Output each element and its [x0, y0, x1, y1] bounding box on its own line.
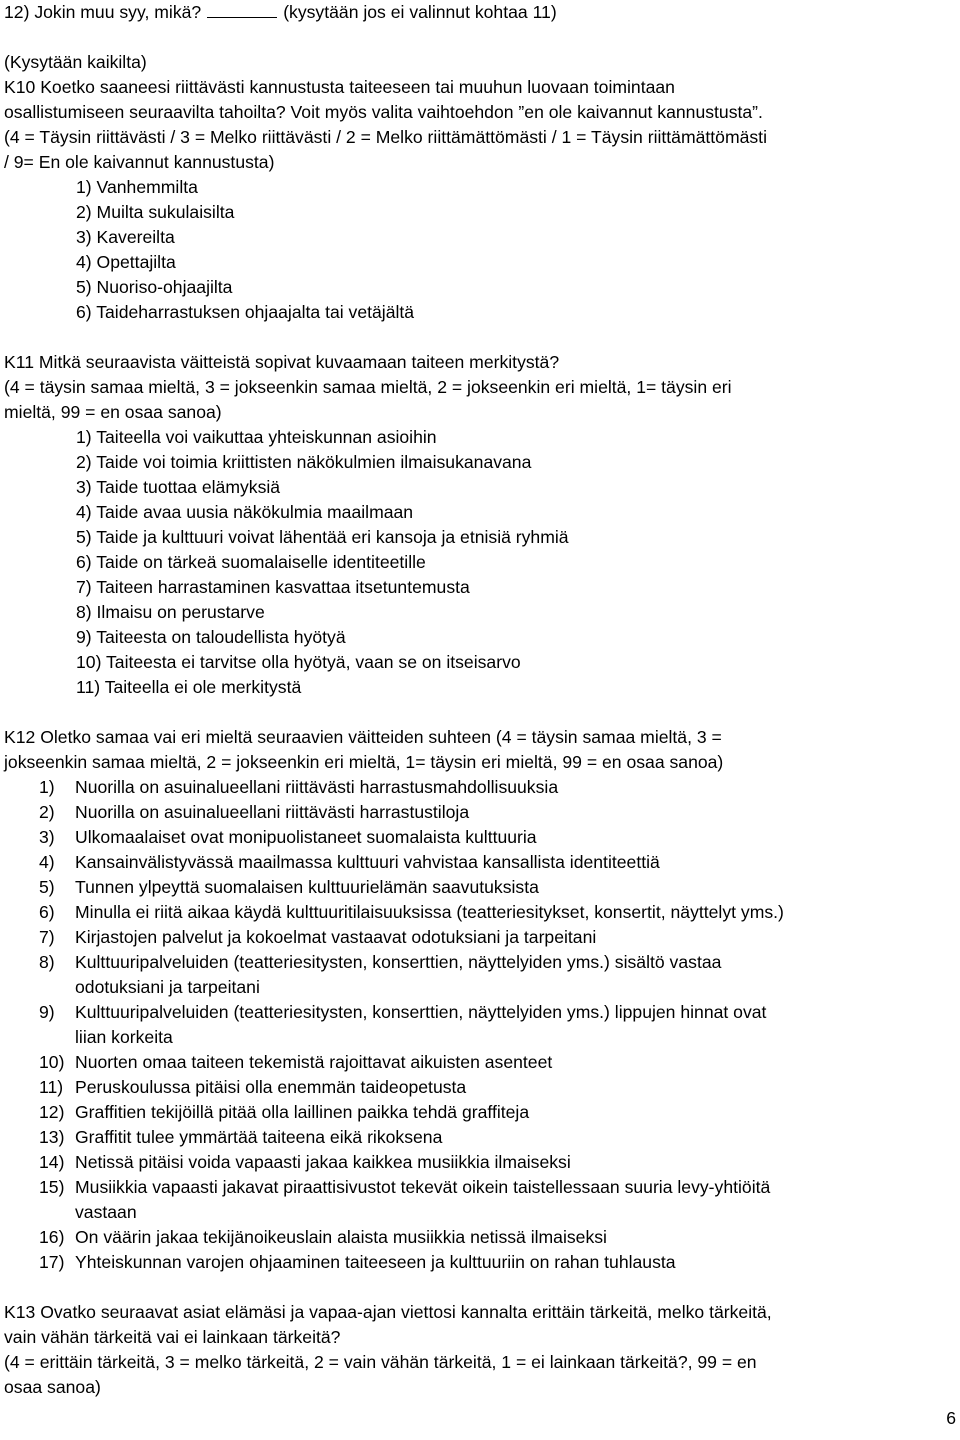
item-number: 2): [39, 802, 55, 822]
list-item: [4, 825, 956, 850]
k11-question: [4, 350, 956, 700]
item-text: Yhteiskunnan varojen ohjaaminen taiteeseen ja kulttuuriin on rahan tuhlausta: [75, 1252, 676, 1272]
list-item: [4, 1050, 956, 1075]
item-number: 13): [39, 1127, 65, 1147]
item-number: 9): [39, 1002, 55, 1022]
item-number: 11): [39, 1077, 64, 1097]
k10-line: / 9= En ole kaivannut kannustusta): [4, 152, 275, 172]
list-item: 4) Opettajilta: [76, 252, 176, 272]
item-text: Kansainvälistyvässä maailmassa kulttuuri vahvistaa kansallista identiteettiä: [75, 852, 660, 872]
k10-item-list: [4, 175, 956, 325]
list-item: 1) Vanhemmilta: [76, 177, 198, 197]
list-item: [4, 950, 956, 975]
item-number: 7): [39, 927, 55, 947]
item-text: Peruskoulussa pitäisi olla enemmän taideopetusta: [75, 1077, 467, 1097]
list-item: 7) Taiteen harrastaminen kasvattaa itsetuntemusta: [76, 577, 470, 597]
list-item: [4, 1225, 956, 1250]
q12-line: [4, 0, 956, 25]
item-text: Kirjastojen palvelut ja kokoelmat vastaavat odotuksiani ja tarpeitani: [75, 927, 597, 947]
item-number: 4): [39, 852, 55, 872]
list-item: 6) Taide on tärkeä suomalaiselle identiteetille: [76, 552, 426, 572]
document-page: [4, 0, 956, 1400]
k13-line: (4 = erittäin tärkeitä, 3 = melko tärkeitä, 2 = vain vähän tärkeitä, 1 = ei lainkaan tärkeitä?, 99 = en: [4, 1352, 757, 1372]
list-item-continuation: odotuksiani ja tarpeitani: [75, 977, 260, 997]
list-item: 2) Taide voi toimia kriittisten näkökulmien ilmaisukanavana: [76, 452, 532, 472]
k13-line: K13 Ovatko seuraavat asiat elämäsi ja vapaa-ajan viettosi kannalta erittäin tärkeitä, melko tärkeitä,: [4, 1302, 772, 1322]
list-item: [4, 1125, 956, 1150]
k10-line: K10 Koetko saaneesi riittävästi kannustusta taiteeseen tai muuhun luovaan toimintaan: [4, 77, 675, 97]
list-item: 5) Nuoriso-ohjaajilta: [76, 277, 233, 297]
item-text: On väärin jakaa tekijänoikeuslain alaista musiikkia netissä ilmaiseksi: [75, 1227, 607, 1247]
list-item: [4, 1150, 956, 1175]
list-item: 1) Taiteella voi vaikuttaa yhteiskunnan asioihin: [76, 427, 437, 447]
list-item: 3) Taide tuottaa elämyksiä: [76, 477, 281, 497]
item-text: Tunnen ylpeyttä suomalaisen kulttuurielämän saavutuksista: [75, 877, 539, 897]
item-number: 5): [39, 877, 55, 897]
item-number: 8): [39, 952, 55, 972]
list-item: 11) Taiteella ei ole merkitystä: [76, 677, 302, 697]
item-text: Nuorten omaa taiteen tekemistä rajoittavat aikuisten asenteet: [75, 1052, 553, 1072]
list-item: [4, 775, 956, 800]
item-number: 12): [39, 1102, 65, 1122]
list-item: [4, 1100, 956, 1125]
q12-suffix: (kysytään jos ei valinnut kohtaa 11): [283, 2, 557, 22]
k12-line: jokseenkin samaa mieltä, 2 = jokseenkin eri mieltä, 1= täysin eri mieltä, 99 = en osaa sanoa): [4, 752, 724, 772]
list-item: [4, 1175, 956, 1200]
list-item: 3) Kavereilta: [76, 227, 175, 247]
q12-prefix: 12) Jokin muu syy, mikä?: [4, 2, 202, 22]
k12-question: [4, 725, 956, 1275]
list-item: [4, 925, 956, 950]
item-number: 16): [39, 1227, 65, 1247]
item-text: Graffitien tekijöillä pitää olla laillinen paikka tehdä graffiteja: [75, 1102, 530, 1122]
item-number: 1): [39, 777, 55, 797]
item-number: 15): [39, 1177, 65, 1197]
k12-item-list: [4, 775, 956, 1275]
list-item: [4, 850, 956, 875]
list-item: 4) Taide avaa uusia näkökulmia maailmaan: [76, 502, 414, 522]
list-item-continuation: vastaan: [75, 1202, 137, 1222]
item-number: 14): [39, 1152, 65, 1172]
k10-line: osallistumiseen seuraavilta tahoilta? Voit myös valita vaihtoehdon ”en ole kaivannut kannustusta”.: [4, 102, 763, 122]
item-number: 17): [39, 1252, 65, 1272]
item-number: 10): [39, 1052, 65, 1072]
item-text: Nuorilla on asuinalueellani riittävästi harrastusmahdollisuuksia: [75, 777, 559, 797]
item-text: Musiikkia vapaasti jakavat piraattisivustot tekevät oikein taistellessaan suuria levy-yhtiöitä: [75, 1177, 771, 1197]
list-item-continuation: liian korkeita: [75, 1027, 173, 1047]
item-text: Netissä pitäisi voida vapaasti jakaa kaikkea musiikkia ilmaiseksi: [75, 1152, 571, 1172]
list-item: [4, 1075, 956, 1100]
k11-line: mieltä, 99 = en osaa sanoa): [4, 402, 222, 422]
list-item: 10) Taiteesta ei tarvitse olla hyötyä, vaan se on itseisarvo: [76, 652, 521, 672]
item-number: 3): [39, 827, 55, 847]
k11-item-list: [4, 425, 956, 700]
page-number: 6: [946, 1408, 956, 1428]
item-text: Minulla ei riitä aikaa käydä kulttuuritilaisuuksissa (teatteriesitykset, konsertit, näyttelyt yms.): [75, 902, 784, 922]
k10-line: (4 = Täysin riittävästi / 3 = Melko riittävästi / 2 = Melko riittämättömästi / 1 = Täysin riittämättömästi: [4, 127, 767, 147]
k11-line: K11 Mitkä seuraavista väitteistä sopivat kuvaamaan taiteen merkitystä?: [4, 352, 560, 372]
item-text: Graffitit tulee ymmärtää taiteena eikä rikoksena: [75, 1127, 443, 1147]
list-item: 2) Muilta sukulaisilta: [76, 202, 235, 222]
item-text: Kulttuuripalveluiden (teatteriesitysten, konserttien, näyttelyiden yms.) lippujen hinnat ovat: [75, 1002, 767, 1022]
item-text: Nuorilla on asuinalueellani riittävästi harrastustiloja: [75, 802, 470, 822]
list-item: [4, 900, 956, 925]
k13-question: [4, 1300, 956, 1400]
k10-line: (Kysytään kaikilta): [4, 52, 147, 72]
k11-line: (4 = täysin samaa mieltä, 3 = jokseenkin samaa mieltä, 2 = jokseenkin eri mieltä, 1= täysin eri: [4, 377, 732, 397]
k10-question: [4, 50, 956, 325]
k12-line: K12 Oletko samaa vai eri mieltä seuraavien väitteiden suhteen (4 = täysin samaa mieltä, 3 =: [4, 727, 722, 747]
item-text: Kulttuuripalveluiden (teatteriesitysten, konserttien, näyttelyiden yms.) sisältö vastaa: [75, 952, 722, 972]
list-item: 8) Ilmaisu on perustarve: [76, 602, 265, 622]
list-item: 5) Taide ja kulttuuri voivat lähentää eri kansoja ja etnisiä ryhmiä: [76, 527, 569, 547]
item-number: 6): [39, 902, 55, 922]
item-text: Ulkomaalaiset ovat monipuolistaneet suomalaista kulttuuria: [75, 827, 537, 847]
list-item: [4, 1250, 956, 1275]
answer-blank: [207, 1, 277, 18]
list-item: [4, 800, 956, 825]
k13-line: vain vähän tärkeitä vai ei lainkaan tärkeitä?: [4, 1327, 341, 1347]
list-item: [4, 1000, 956, 1025]
list-item: 6) Taideharrastuksen ohjaajalta tai vetäjältä: [76, 302, 415, 322]
k13-line: osaa sanoa): [4, 1377, 101, 1397]
list-item: 9) Taiteesta on taloudellista hyötyä: [76, 627, 346, 647]
list-item: [4, 875, 956, 900]
